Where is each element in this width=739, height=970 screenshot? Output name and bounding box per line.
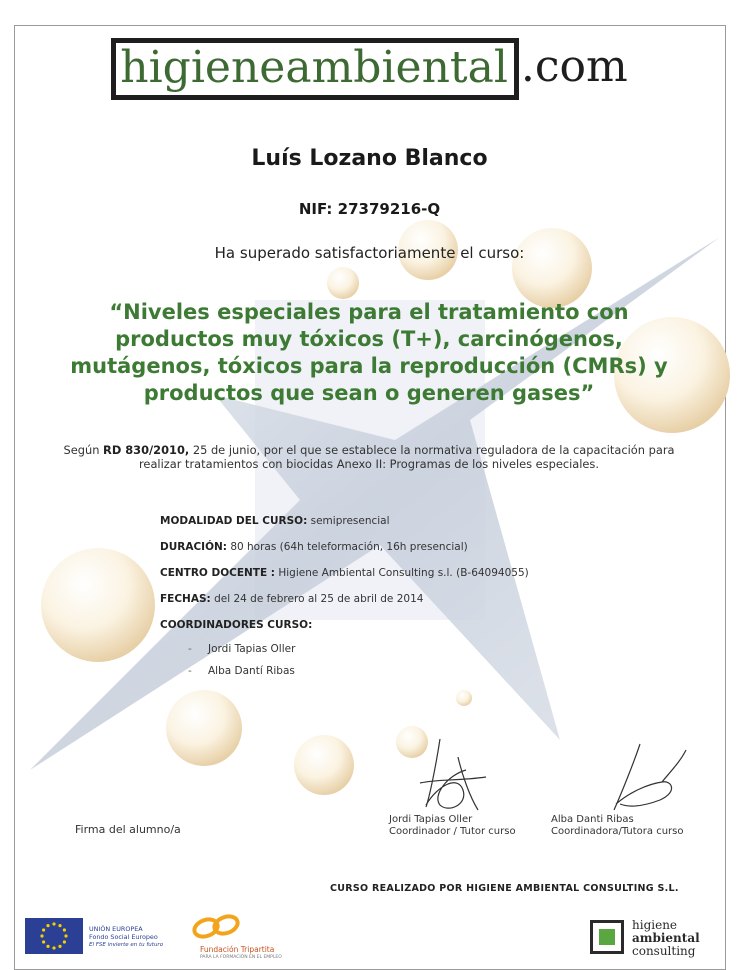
eu-line3: El FSE invierte en tu futuro (89, 942, 164, 948)
duracion-label: DURACIÓN: (160, 541, 227, 553)
list-item: - Alba Dantí Ribas (188, 665, 295, 677)
centro-label: CENTRO DOCENTE : (160, 567, 275, 579)
student-nif (0, 200, 739, 218)
pearl-bottom-left (166, 690, 242, 766)
pearl-large-left (41, 548, 155, 662)
eu-text (89, 925, 179, 949)
coordinadores-label: COORDINADORES CURSO: (160, 619, 313, 631)
regulation-bold: RD 830/2010, (103, 443, 190, 457)
signature-2-role: Coordinadora/Tutora curso (551, 826, 684, 837)
coordinator-name: Jordi Tapias Oller (208, 643, 296, 655)
regulation-prefix: Según (63, 443, 104, 457)
signature-2-name: Alba Danti Ribas (551, 814, 634, 825)
signature-2-caption (551, 814, 683, 838)
hac-line3: consulting (632, 944, 696, 958)
signature-1-caption (389, 814, 516, 838)
detail-duracion (160, 540, 620, 566)
ft-sub: PARA LA FORMACIÓN EN EL EMPLEO (200, 955, 282, 960)
modalidad-value: semipresencial (307, 515, 390, 527)
ft-name: Fundación Tripartita (200, 945, 275, 954)
modalidad-label: MODALIDAD DEL CURSO: (160, 515, 308, 527)
course-title: “Niveles especiales para el tratamiento con productos muy tóxicos (T+), carcinógenos, mutágenos, tóxicos para la reproducción (CMRs) y productos que sean o generen gases” (70, 300, 668, 405)
pearl-small-mid (327, 267, 359, 299)
hac-square-icon (590, 920, 624, 954)
logo-suffix: .com (514, 38, 628, 100)
coordinators-list (188, 643, 295, 687)
logo-main-text: higieneambiental (111, 38, 514, 100)
signature-1-name: Jordi Tapias Oller (389, 814, 473, 825)
eu-line1: UNIÓN EUROPEA (89, 925, 143, 933)
coordinator-name: Alba Dantí Ribas (208, 665, 295, 677)
duracion-value: 80 horas (64h teleformación, 16h presencial) (226, 541, 468, 553)
course-details (160, 514, 620, 644)
detail-fechas (160, 592, 620, 618)
fechas-label: FECHAS: (160, 593, 211, 605)
fundacion-tripartita-icon (178, 910, 288, 944)
signature-1-role: Coordinador / Tutor curso (389, 826, 516, 837)
site-logo (0, 38, 739, 100)
pearl-bottom-mid (294, 735, 354, 795)
regulation-rest: 25 de junio, por el que se establece la normativa reguladora de la capacitación para realizar tratamientos con biocidas Anexo II: Programas de los niveles especiales. (139, 443, 675, 471)
passed-statement: Ha superado satisfactoriamente el curso: (214, 244, 525, 262)
hac-logo (590, 920, 720, 960)
detail-centro (160, 566, 620, 592)
detail-coordinadores (160, 618, 620, 644)
hac-line1: higiene (632, 918, 678, 932)
nif-value: 27379216-Q (337, 200, 441, 218)
student-name: Luís Lozano Blanco (251, 146, 488, 171)
regulation-paragraph (60, 443, 678, 471)
centro-value: Higiene Ambiental Consulting s.l. (B-64094055) (275, 567, 529, 579)
hac-text (632, 919, 700, 958)
nif-label: NIF: (298, 200, 333, 218)
pearl-top-right (512, 228, 592, 308)
issuer-statement: CURSO REALIZADO POR HIGIENE AMBIENTAL CONSULTING S.L. (330, 883, 679, 894)
student-signature-label: Firma del alumno/a (75, 823, 181, 836)
signature-1-image (418, 735, 488, 815)
pearl-tiny (456, 690, 472, 706)
eu-line2: Fondo Social Europeo (89, 933, 158, 941)
list-item: - Jordi Tapias Oller (188, 643, 296, 655)
fechas-value: del 24 de febrero al 25 de abril de 2014 (210, 593, 424, 605)
detail-modalidad (160, 514, 620, 540)
eu-flag-icon (25, 918, 83, 954)
signature-2-image (600, 742, 690, 817)
hac-line2: ambiental (632, 931, 700, 945)
